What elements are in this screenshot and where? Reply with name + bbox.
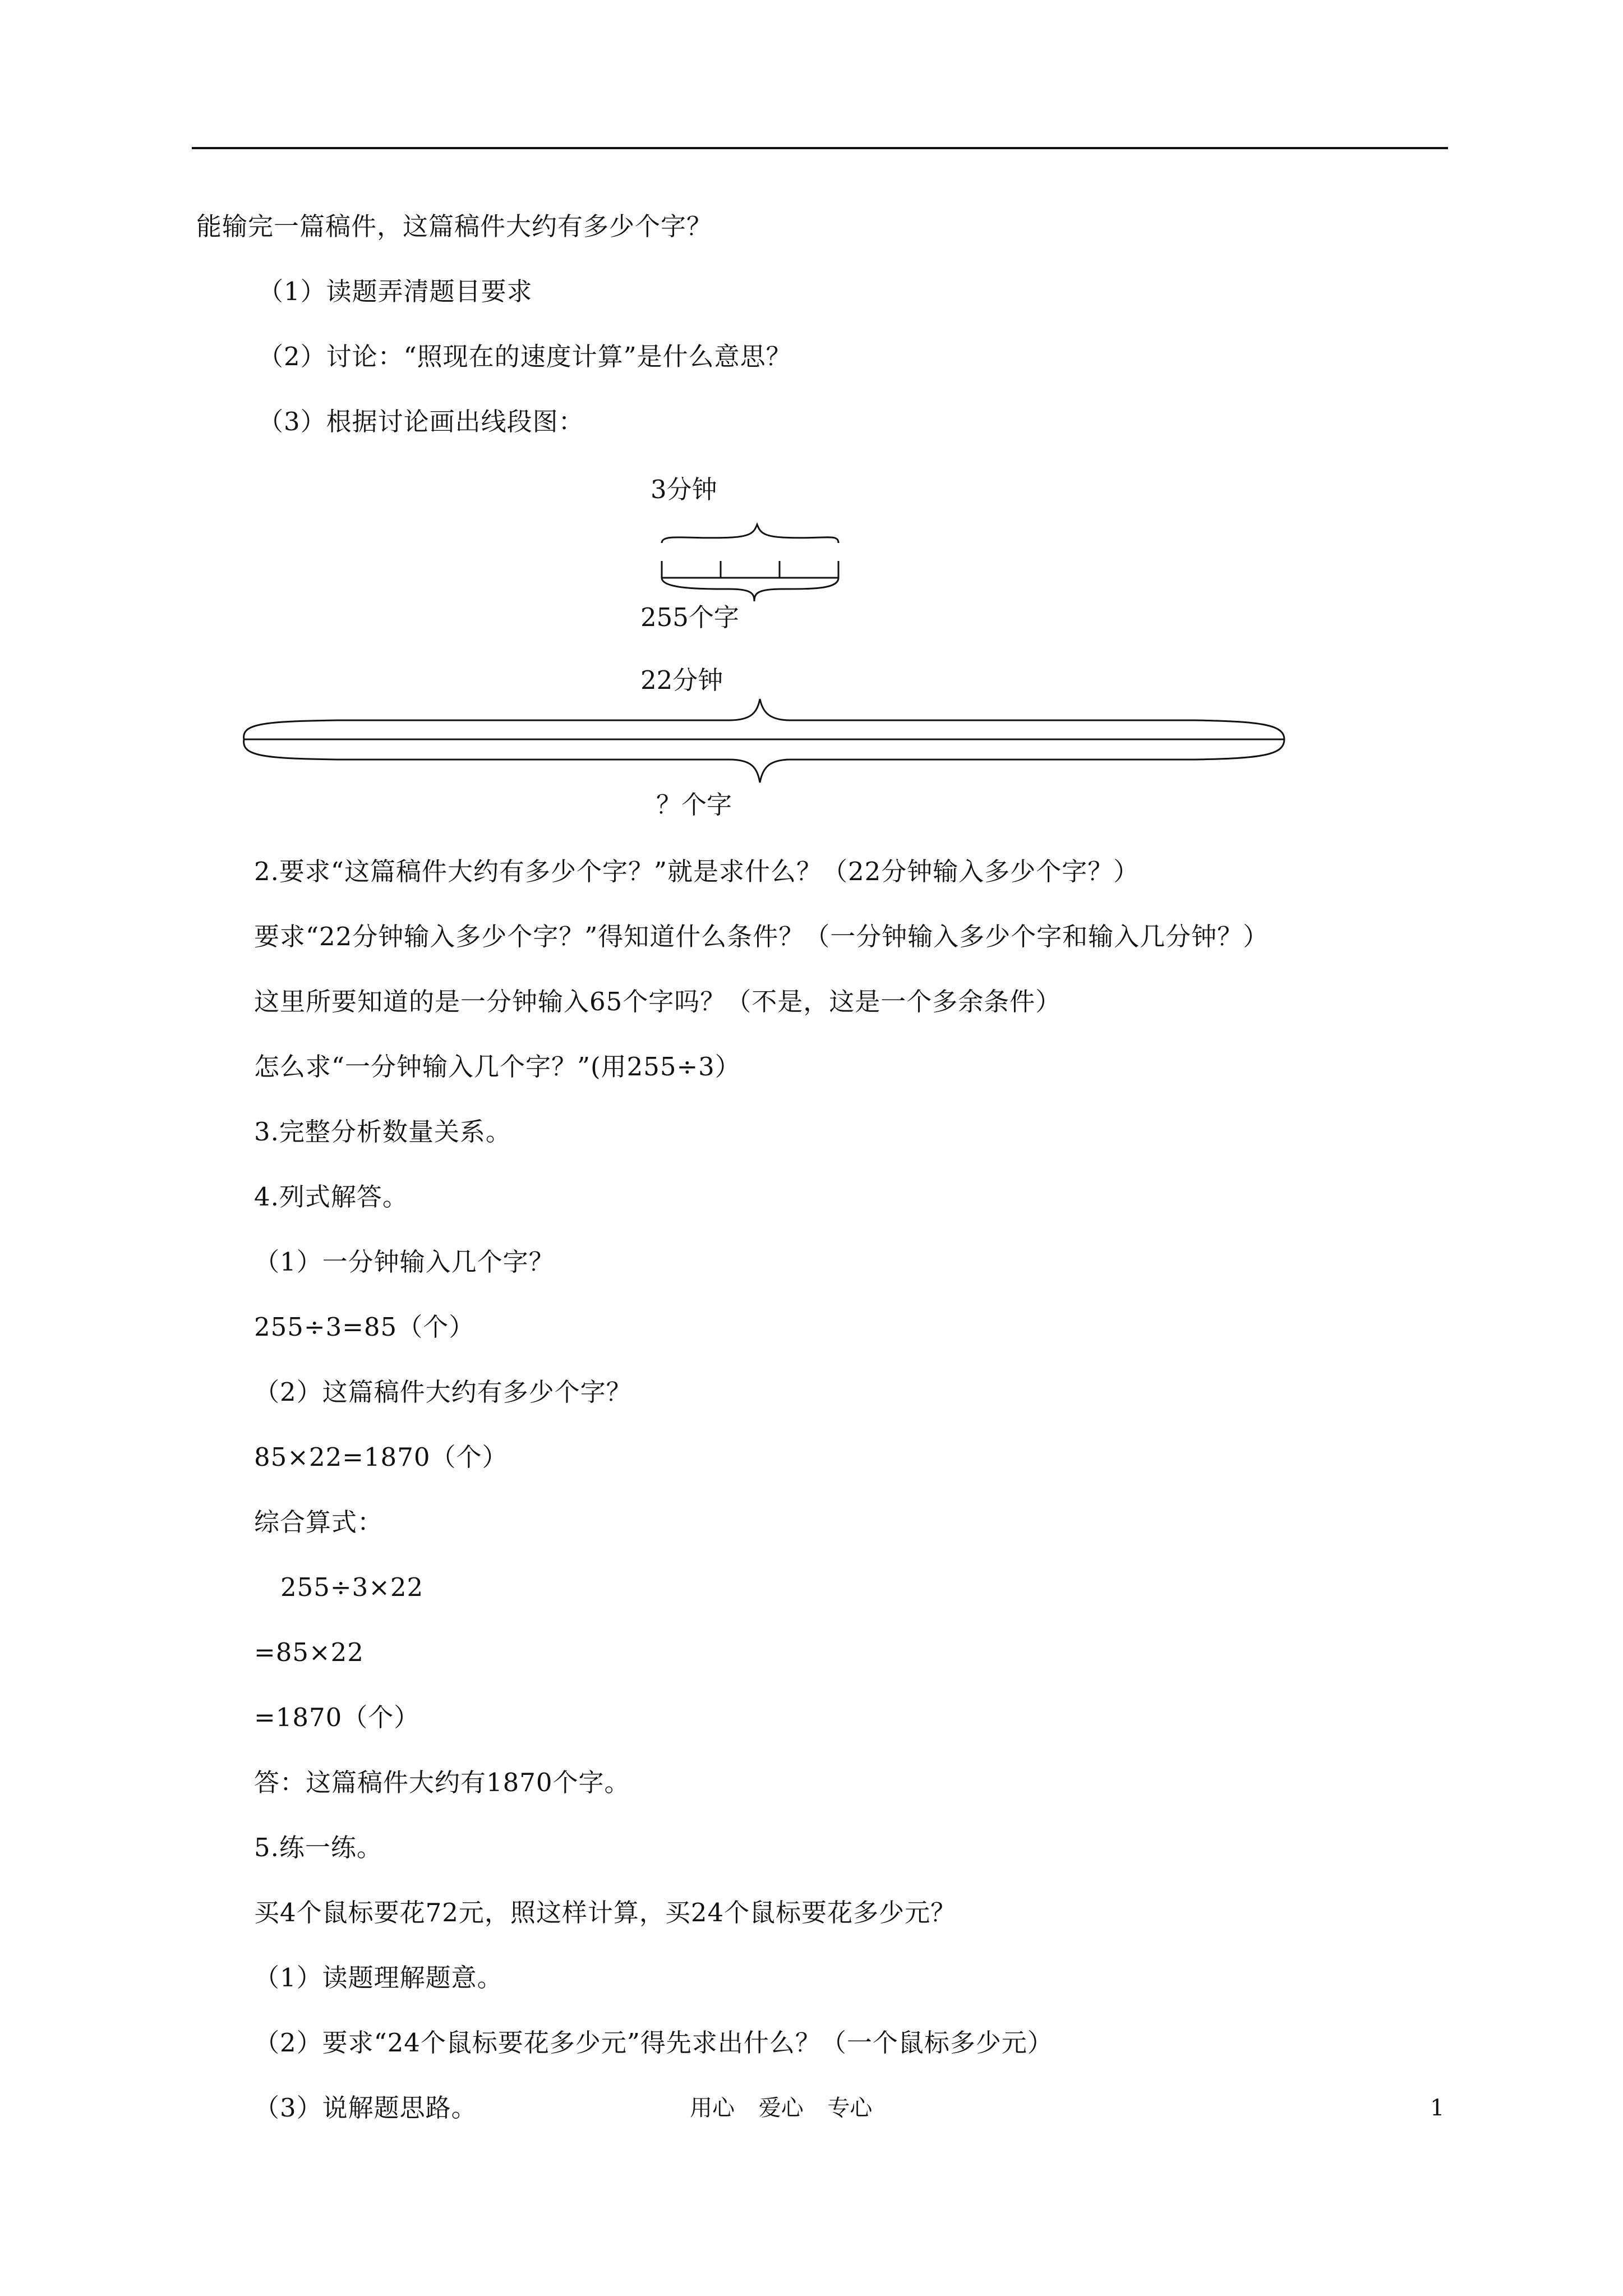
diagram-small-bottom-label: 255个字 (640, 602, 739, 632)
paragraph-line: 255÷3=85（个） (254, 1312, 475, 1342)
paragraph-line: 2.要求“这篇稿件大约有多少个字？”就是求什么？（22分钟输入多少个字？） (254, 857, 1140, 886)
diagram-big-top-label: 22分钟 (640, 665, 723, 695)
header-rule (192, 147, 1448, 149)
paragraph-line: 3.完整分析数量关系。 (254, 1117, 511, 1147)
paragraph-line: 要求“22分钟输入多少个字？”得知道什么条件？（一分钟输入多少个字和输入几分钟？） (254, 922, 1269, 951)
paragraph-line: 答：这篇稿件大约有1870个字。 (254, 1768, 630, 1797)
paragraph-line: （2）讨论：“照现在的速度计算”是什么意思？ (258, 342, 792, 371)
paragraph-line: 综合算式： (254, 1507, 384, 1537)
paragraph-line: （3）说解题思路。 (254, 2093, 477, 2123)
paragraph-line: （1）一分钟输入几个字？ (254, 1247, 555, 1277)
paragraph-line: =1870（个） (254, 1703, 420, 1732)
paragraph-line: 买4个鼠标要花72元，照这样计算，买24个鼠标要花多少元？ (254, 1898, 957, 1927)
paragraph-line: （2）要求“24个鼠标要花多少元”得先求出什么？（一个鼠标多少元） (254, 2028, 1053, 2058)
page-footer: 用心 爱心 专心 (690, 2095, 873, 2121)
paragraph-line: （2）这篇稿件大约有多少个字？ (254, 1377, 632, 1407)
page-number: 1 (1430, 2095, 1445, 2121)
paragraph-line: 5.练一练。 (254, 1833, 382, 1862)
big-top-brace (244, 699, 1284, 739)
paragraph-line: =85×22 (254, 1637, 364, 1667)
big-bottom-brace (244, 739, 1284, 783)
diagram-top-label: 3分钟 (651, 475, 717, 504)
paragraph-line: （3）根据讨论画出线段图： (258, 407, 584, 436)
small-bottom-brace (662, 578, 838, 601)
paragraph-line: 255÷3×22 (280, 1572, 424, 1602)
diagram-big-bottom-label: ？个字 (656, 790, 732, 820)
paragraph-line: （1）读题弄清题目要求 (258, 277, 533, 306)
paragraph-line: 怎么求“一分钟输入几个字？”(用255÷3） (254, 1052, 741, 1082)
paragraph-line: （1）读题理解题意。 (254, 1963, 503, 1993)
paragraph-line: 4.列式解答。 (254, 1182, 408, 1212)
paragraph-line: 85×22=1870（个） (254, 1442, 508, 1472)
small-top-brace (662, 524, 838, 543)
paragraph-line: 这里所要知道的是一分钟输入65个字吗？（不是，这是一个多余条件） (254, 987, 1062, 1016)
paragraph-line: 能输完一篇稿件，这篇稿件大约有多少个字？ (196, 211, 713, 241)
